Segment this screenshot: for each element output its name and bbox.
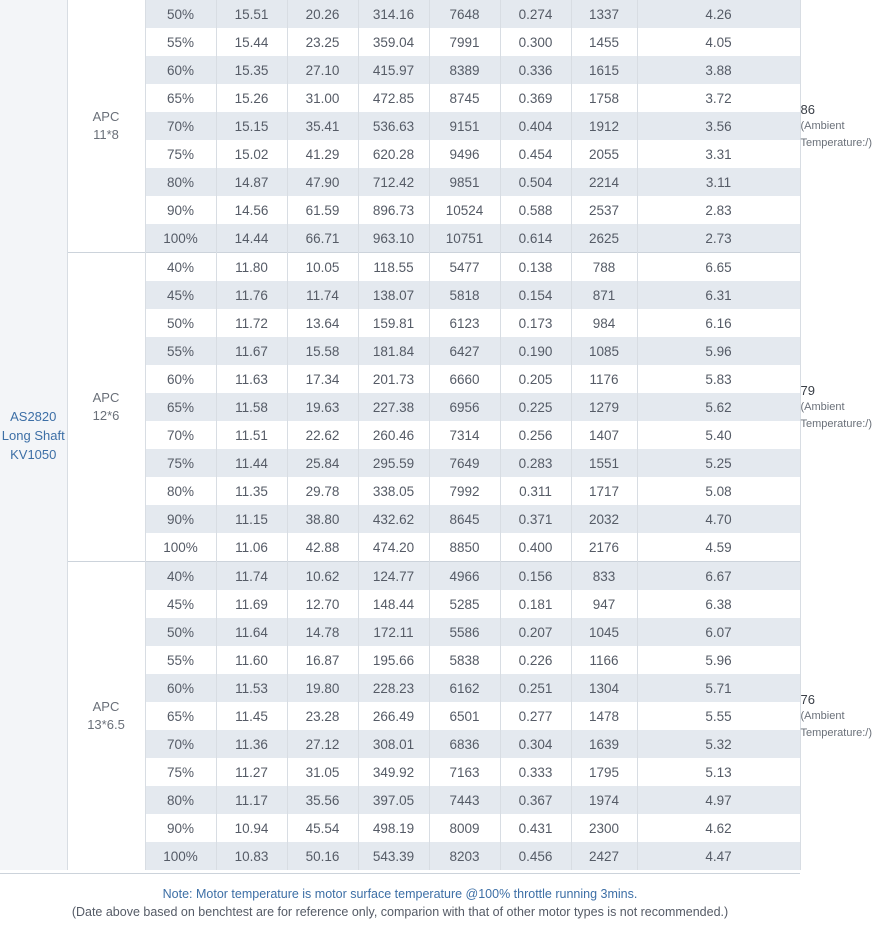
cell-rpm: 10524 — [429, 196, 500, 224]
cell-rpm: 5838 — [429, 646, 500, 674]
cell-rpm: 7163 — [429, 758, 500, 786]
cell-efficiency: 1615 — [571, 56, 637, 84]
cell-power: 896.73 — [358, 196, 429, 224]
cell-voltage: 14.56 — [216, 196, 287, 224]
cell-temp-col: 5.96 — [637, 337, 800, 365]
cell-throttle: 45% — [145, 281, 216, 309]
cell-current: 31.05 — [287, 758, 358, 786]
cell-efficiency: 2300 — [571, 814, 637, 842]
cell-efficiency: 1478 — [571, 702, 637, 730]
cell-voltage: 15.02 — [216, 140, 287, 168]
cell-thrust: 0.454 — [500, 140, 571, 168]
cell-temp-col: 4.62 — [637, 814, 800, 842]
cell-rpm: 8645 — [429, 505, 500, 533]
cell-voltage: 14.87 — [216, 168, 287, 196]
cell-current: 35.56 — [287, 786, 358, 814]
cell-rpm: 6162 — [429, 674, 500, 702]
cell-thrust: 0.154 — [500, 281, 571, 309]
cell-rpm: 7443 — [429, 786, 500, 814]
cell-throttle: 50% — [145, 618, 216, 646]
cell-efficiency: 1337 — [571, 0, 637, 28]
cell-throttle: 100% — [145, 842, 216, 870]
cell-temp-col: 5.71 — [637, 674, 800, 702]
cell-temp-col: 6.65 — [637, 253, 800, 282]
propeller-label: 11*8 — [93, 127, 119, 142]
cell-thrust: 0.156 — [500, 562, 571, 591]
cell-temp-col: 3.72 — [637, 84, 800, 112]
cell-throttle: 45% — [145, 590, 216, 618]
cell-voltage: 15.35 — [216, 56, 287, 84]
cell-voltage: 11.51 — [216, 421, 287, 449]
cell-throttle: 60% — [145, 56, 216, 84]
cell-voltage: 15.51 — [216, 0, 287, 28]
cell-efficiency: 871 — [571, 281, 637, 309]
cell-temp-col: 4.26 — [637, 0, 800, 28]
cell-throttle: 50% — [145, 309, 216, 337]
cell-temp-col: 2.73 — [637, 224, 800, 253]
cell-rpm: 9851 — [429, 168, 500, 196]
cell-rpm: 5477 — [429, 253, 500, 282]
cell-temp-col: 5.40 — [637, 421, 800, 449]
cell-current: 13.64 — [287, 309, 358, 337]
cell-rpm: 6956 — [429, 393, 500, 421]
cell-rpm: 5818 — [429, 281, 500, 309]
cell-throttle: 40% — [145, 562, 216, 591]
cell-throttle: 65% — [145, 393, 216, 421]
cell-efficiency: 1176 — [571, 365, 637, 393]
cell-voltage: 11.76 — [216, 281, 287, 309]
cell-efficiency: 2537 — [571, 196, 637, 224]
cell-efficiency: 947 — [571, 590, 637, 618]
cell-thrust: 0.274 — [500, 0, 571, 28]
cell-voltage: 11.15 — [216, 505, 287, 533]
cell-temp-col: 4.59 — [637, 533, 800, 562]
cell-thrust: 0.181 — [500, 590, 571, 618]
cell-throttle: 55% — [145, 28, 216, 56]
cell-temp-col: 5.62 — [637, 393, 800, 421]
cell-efficiency: 1455 — [571, 28, 637, 56]
cell-power: 138.07 — [358, 281, 429, 309]
cell-thrust: 0.369 — [500, 84, 571, 112]
cell-thrust: 0.173 — [500, 309, 571, 337]
cell-rpm: 8745 — [429, 84, 500, 112]
cell-throttle: 80% — [145, 168, 216, 196]
cell-current: 19.80 — [287, 674, 358, 702]
cell-throttle: 90% — [145, 196, 216, 224]
cell-efficiency: 2176 — [571, 533, 637, 562]
cell-efficiency: 1795 — [571, 758, 637, 786]
cell-efficiency: 1304 — [571, 674, 637, 702]
cell-rpm: 9496 — [429, 140, 500, 168]
cell-power: 543.39 — [358, 842, 429, 870]
cell-rpm: 5285 — [429, 590, 500, 618]
cell-throttle: 40% — [145, 253, 216, 282]
cell-power: 498.19 — [358, 814, 429, 842]
cell-rpm: 8850 — [429, 533, 500, 562]
cell-efficiency: 1045 — [571, 618, 637, 646]
note-line-1: Note: Motor temperature is motor surface temperature @100% throttle running 3mins. — [162, 887, 638, 901]
cell-power: 536.63 — [358, 112, 429, 140]
cell-voltage: 11.60 — [216, 646, 287, 674]
cell-thrust: 0.277 — [500, 702, 571, 730]
cell-voltage: 11.72 — [216, 309, 287, 337]
cell-power: 228.23 — [358, 674, 429, 702]
cell-current: 10.05 — [287, 253, 358, 282]
cell-efficiency: 984 — [571, 309, 637, 337]
cell-thrust: 0.304 — [500, 730, 571, 758]
cell-rpm: 6427 — [429, 337, 500, 365]
cell-temp-col: 5.13 — [637, 758, 800, 786]
cell-current: 41.29 — [287, 140, 358, 168]
cell-rpm: 6501 — [429, 702, 500, 730]
cell-thrust: 0.251 — [500, 674, 571, 702]
cell-thrust: 0.504 — [500, 168, 571, 196]
propeller-label: APC — [92, 699, 120, 714]
cell-voltage: 11.58 — [216, 393, 287, 421]
cell-current: 27.10 — [287, 56, 358, 84]
cell-power: 201.73 — [358, 365, 429, 393]
cell-temp-col: 6.31 — [637, 281, 800, 309]
cell-voltage: 10.83 — [216, 842, 287, 870]
cell-throttle: 75% — [145, 449, 216, 477]
motor-model-line: Long Shaft — [1, 427, 65, 443]
cell-temp-col: 4.47 — [637, 842, 800, 870]
cell-voltage: 11.06 — [216, 533, 287, 562]
cell-efficiency: 1974 — [571, 786, 637, 814]
cell-throttle: 80% — [145, 786, 216, 814]
cell-current: 17.34 — [287, 365, 358, 393]
cell-current: 31.00 — [287, 84, 358, 112]
cell-voltage: 15.15 — [216, 112, 287, 140]
cell-temp-col: 4.05 — [637, 28, 800, 56]
cell-efficiency: 1085 — [571, 337, 637, 365]
cell-efficiency: 1639 — [571, 730, 637, 758]
cell-temp-col: 6.07 — [637, 618, 800, 646]
cell-current: 14.78 — [287, 618, 358, 646]
cell-efficiency: 2032 — [571, 505, 637, 533]
cell-current: 15.58 — [287, 337, 358, 365]
cell-power: 314.16 — [358, 0, 429, 28]
cell-power: 415.97 — [358, 56, 429, 84]
cell-current: 22.62 — [287, 421, 358, 449]
cell-throttle: 90% — [145, 505, 216, 533]
cell-power: 195.66 — [358, 646, 429, 674]
table-row: AS2820 Long Shaft KV1050 APC 11*8 50% 15.51 20.26 314.16 7648 0.274 1337 4.26 86 (Ambient Temperature:/) — [0, 0, 800, 28]
cell-current: 12.70 — [287, 590, 358, 618]
cell-throttle: 55% — [145, 337, 216, 365]
cell-temp-col: 5.55 — [637, 702, 800, 730]
cell-voltage: 11.67 — [216, 337, 287, 365]
cell-power: 712.42 — [358, 168, 429, 196]
cell-thrust: 0.336 — [500, 56, 571, 84]
cell-thrust: 0.371 — [500, 505, 571, 533]
cell-power: 359.04 — [358, 28, 429, 56]
cell-power: 124.77 — [358, 562, 429, 591]
cell-throttle: 65% — [145, 702, 216, 730]
cell-rpm: 10751 — [429, 224, 500, 253]
cell-rpm: 4966 — [429, 562, 500, 591]
cell-temp-col: 2.83 — [637, 196, 800, 224]
cell-power: 472.85 — [358, 84, 429, 112]
cell-rpm: 8389 — [429, 56, 500, 84]
cell-current: 50.16 — [287, 842, 358, 870]
cell-efficiency: 833 — [571, 562, 637, 591]
propeller-label: APC — [92, 390, 120, 405]
cell-rpm: 8203 — [429, 842, 500, 870]
cell-power: 474.20 — [358, 533, 429, 562]
motor-model-line: AS2820 — [10, 408, 57, 424]
cell-efficiency: 1758 — [571, 84, 637, 112]
cell-voltage: 11.74 — [216, 562, 287, 591]
cell-throttle: 75% — [145, 140, 216, 168]
cell-power: 432.62 — [358, 505, 429, 533]
cell-power: 338.05 — [358, 477, 429, 505]
propeller-label: APC — [92, 109, 120, 124]
cell-voltage: 11.35 — [216, 477, 287, 505]
cell-thrust: 0.333 — [500, 758, 571, 786]
cell-throttle: 75% — [145, 758, 216, 786]
cell-efficiency: 1279 — [571, 393, 637, 421]
cell-voltage: 11.45 — [216, 702, 287, 730]
cell-efficiency: 1912 — [571, 112, 637, 140]
cell-temp-col: 6.67 — [637, 562, 800, 591]
cell-thrust: 0.138 — [500, 253, 571, 282]
cell-throttle: 100% — [145, 533, 216, 562]
cell-power: 963.10 — [358, 224, 429, 253]
cell-voltage: 11.44 — [216, 449, 287, 477]
cell-throttle: 60% — [145, 674, 216, 702]
cell-power: 181.84 — [358, 337, 429, 365]
propeller-label: 13*6.5 — [87, 717, 125, 732]
cell-thrust: 0.311 — [500, 477, 571, 505]
cell-rpm: 6660 — [429, 365, 500, 393]
cell-power: 620.28 — [358, 140, 429, 168]
cell-thrust: 0.404 — [500, 112, 571, 140]
cell-power: 159.81 — [358, 309, 429, 337]
cell-efficiency: 2427 — [571, 842, 637, 870]
cell-voltage: 11.64 — [216, 618, 287, 646]
cell-throttle: 80% — [145, 477, 216, 505]
cell-rpm: 6123 — [429, 309, 500, 337]
cell-thrust: 0.400 — [500, 533, 571, 562]
cell-temp-col: 5.96 — [637, 646, 800, 674]
cell-voltage: 14.44 — [216, 224, 287, 253]
cell-thrust: 0.588 — [500, 196, 571, 224]
cell-rpm: 7648 — [429, 0, 500, 28]
cell-efficiency: 1407 — [571, 421, 637, 449]
cell-thrust: 0.190 — [500, 337, 571, 365]
cell-voltage: 11.27 — [216, 758, 287, 786]
cell-throttle: 55% — [145, 646, 216, 674]
cell-throttle: 90% — [145, 814, 216, 842]
note-line-2: (Date above based on benchtest are for reference only, comparion with that of other motor types is not recommended.) — [71, 905, 729, 919]
propeller-cell — [67, 562, 145, 871]
cell-voltage: 15.44 — [216, 28, 287, 56]
cell-current: 38.80 — [287, 505, 358, 533]
footnote — [0, 873, 800, 930]
cell-voltage: 11.17 — [216, 786, 287, 814]
cell-thrust: 0.256 — [500, 421, 571, 449]
cell-rpm: 8009 — [429, 814, 500, 842]
propeller-label: 12*6 — [92, 408, 120, 423]
cell-power: 148.44 — [358, 590, 429, 618]
cell-power: 172.11 — [358, 618, 429, 646]
cell-current: 20.26 — [287, 0, 358, 28]
cell-throttle: 70% — [145, 730, 216, 758]
cell-voltage: 11.53 — [216, 674, 287, 702]
cell-current: 11.74 — [287, 281, 358, 309]
cell-thrust: 0.614 — [500, 224, 571, 253]
cell-efficiency: 2055 — [571, 140, 637, 168]
table-row: APC 13*6.5 40% 11.74 10.62 124.77 4966 0.156 833 6.67 76 (Ambient Temperature:/) — [0, 562, 800, 591]
propeller-cell — [67, 253, 145, 562]
cell-temp-col: 3.88 — [637, 56, 800, 84]
cell-current: 27.12 — [287, 730, 358, 758]
cell-voltage: 10.94 — [216, 814, 287, 842]
cell-temp-col: 3.31 — [637, 140, 800, 168]
cell-thrust: 0.225 — [500, 393, 571, 421]
cell-thrust: 0.300 — [500, 28, 571, 56]
cell-thrust: 0.431 — [500, 814, 571, 842]
cell-current: 25.84 — [287, 449, 358, 477]
motor-model-line: KV1050 — [10, 446, 57, 462]
cell-efficiency: 788 — [571, 253, 637, 282]
cell-current: 66.71 — [287, 224, 358, 253]
cell-efficiency: 1551 — [571, 449, 637, 477]
cell-power: 308.01 — [358, 730, 429, 758]
cell-temp-col: 4.70 — [637, 505, 800, 533]
cell-temp-col: 4.97 — [637, 786, 800, 814]
cell-throttle: 60% — [145, 365, 216, 393]
cell-temp-col: 5.25 — [637, 449, 800, 477]
cell-throttle: 100% — [145, 224, 216, 253]
cell-voltage: 11.80 — [216, 253, 287, 282]
cell-current: 47.90 — [287, 168, 358, 196]
cell-throttle: 70% — [145, 421, 216, 449]
cell-thrust: 0.205 — [500, 365, 571, 393]
cell-current: 35.41 — [287, 112, 358, 140]
cell-thrust: 0.226 — [500, 646, 571, 674]
cell-power: 349.92 — [358, 758, 429, 786]
cell-power: 227.38 — [358, 393, 429, 421]
cell-voltage: 11.69 — [216, 590, 287, 618]
cell-power: 295.59 — [358, 449, 429, 477]
cell-rpm: 7649 — [429, 449, 500, 477]
cell-rpm: 5586 — [429, 618, 500, 646]
cell-throttle: 50% — [145, 0, 216, 28]
cell-voltage: 11.36 — [216, 730, 287, 758]
cell-rpm: 7992 — [429, 477, 500, 505]
cell-power: 260.46 — [358, 421, 429, 449]
cell-efficiency: 1166 — [571, 646, 637, 674]
cell-temp-col: 3.56 — [637, 112, 800, 140]
cell-current: 45.54 — [287, 814, 358, 842]
table-row: APC 12*6 40% 11.80 10.05 118.55 5477 0.138 788 6.65 79 (Ambient Temperature:/) — [0, 253, 800, 282]
cell-efficiency: 1717 — [571, 477, 637, 505]
cell-temp-col: 6.16 — [637, 309, 800, 337]
cell-thrust: 0.207 — [500, 618, 571, 646]
cell-current: 19.63 — [287, 393, 358, 421]
cell-rpm: 7314 — [429, 421, 500, 449]
cell-current: 23.25 — [287, 28, 358, 56]
cell-rpm: 9151 — [429, 112, 500, 140]
cell-rpm: 7991 — [429, 28, 500, 56]
propeller-cell — [67, 0, 145, 253]
cell-temp-col: 3.11 — [637, 168, 800, 196]
cell-power: 397.05 — [358, 786, 429, 814]
motor-model-cell — [0, 0, 67, 870]
cell-temp-col: 5.32 — [637, 730, 800, 758]
cell-current: 61.59 — [287, 196, 358, 224]
cell-voltage: 15.26 — [216, 84, 287, 112]
cell-current: 10.62 — [287, 562, 358, 591]
cell-temp-col: 5.08 — [637, 477, 800, 505]
cell-power: 118.55 — [358, 253, 429, 282]
cell-thrust: 0.283 — [500, 449, 571, 477]
cell-temp-col: 5.83 — [637, 365, 800, 393]
cell-current: 29.78 — [287, 477, 358, 505]
cell-current: 16.87 — [287, 646, 358, 674]
cell-efficiency: 2625 — [571, 224, 637, 253]
cell-thrust: 0.367 — [500, 786, 571, 814]
cell-thrust: 0.456 — [500, 842, 571, 870]
cell-power: 266.49 — [358, 702, 429, 730]
cell-current: 23.28 — [287, 702, 358, 730]
cell-rpm: 6836 — [429, 730, 500, 758]
cell-throttle: 70% — [145, 112, 216, 140]
cell-voltage: 11.63 — [216, 365, 287, 393]
cell-current: 42.88 — [287, 533, 358, 562]
cell-throttle: 65% — [145, 84, 216, 112]
cell-temp-col: 6.38 — [637, 590, 800, 618]
cell-efficiency: 2214 — [571, 168, 637, 196]
